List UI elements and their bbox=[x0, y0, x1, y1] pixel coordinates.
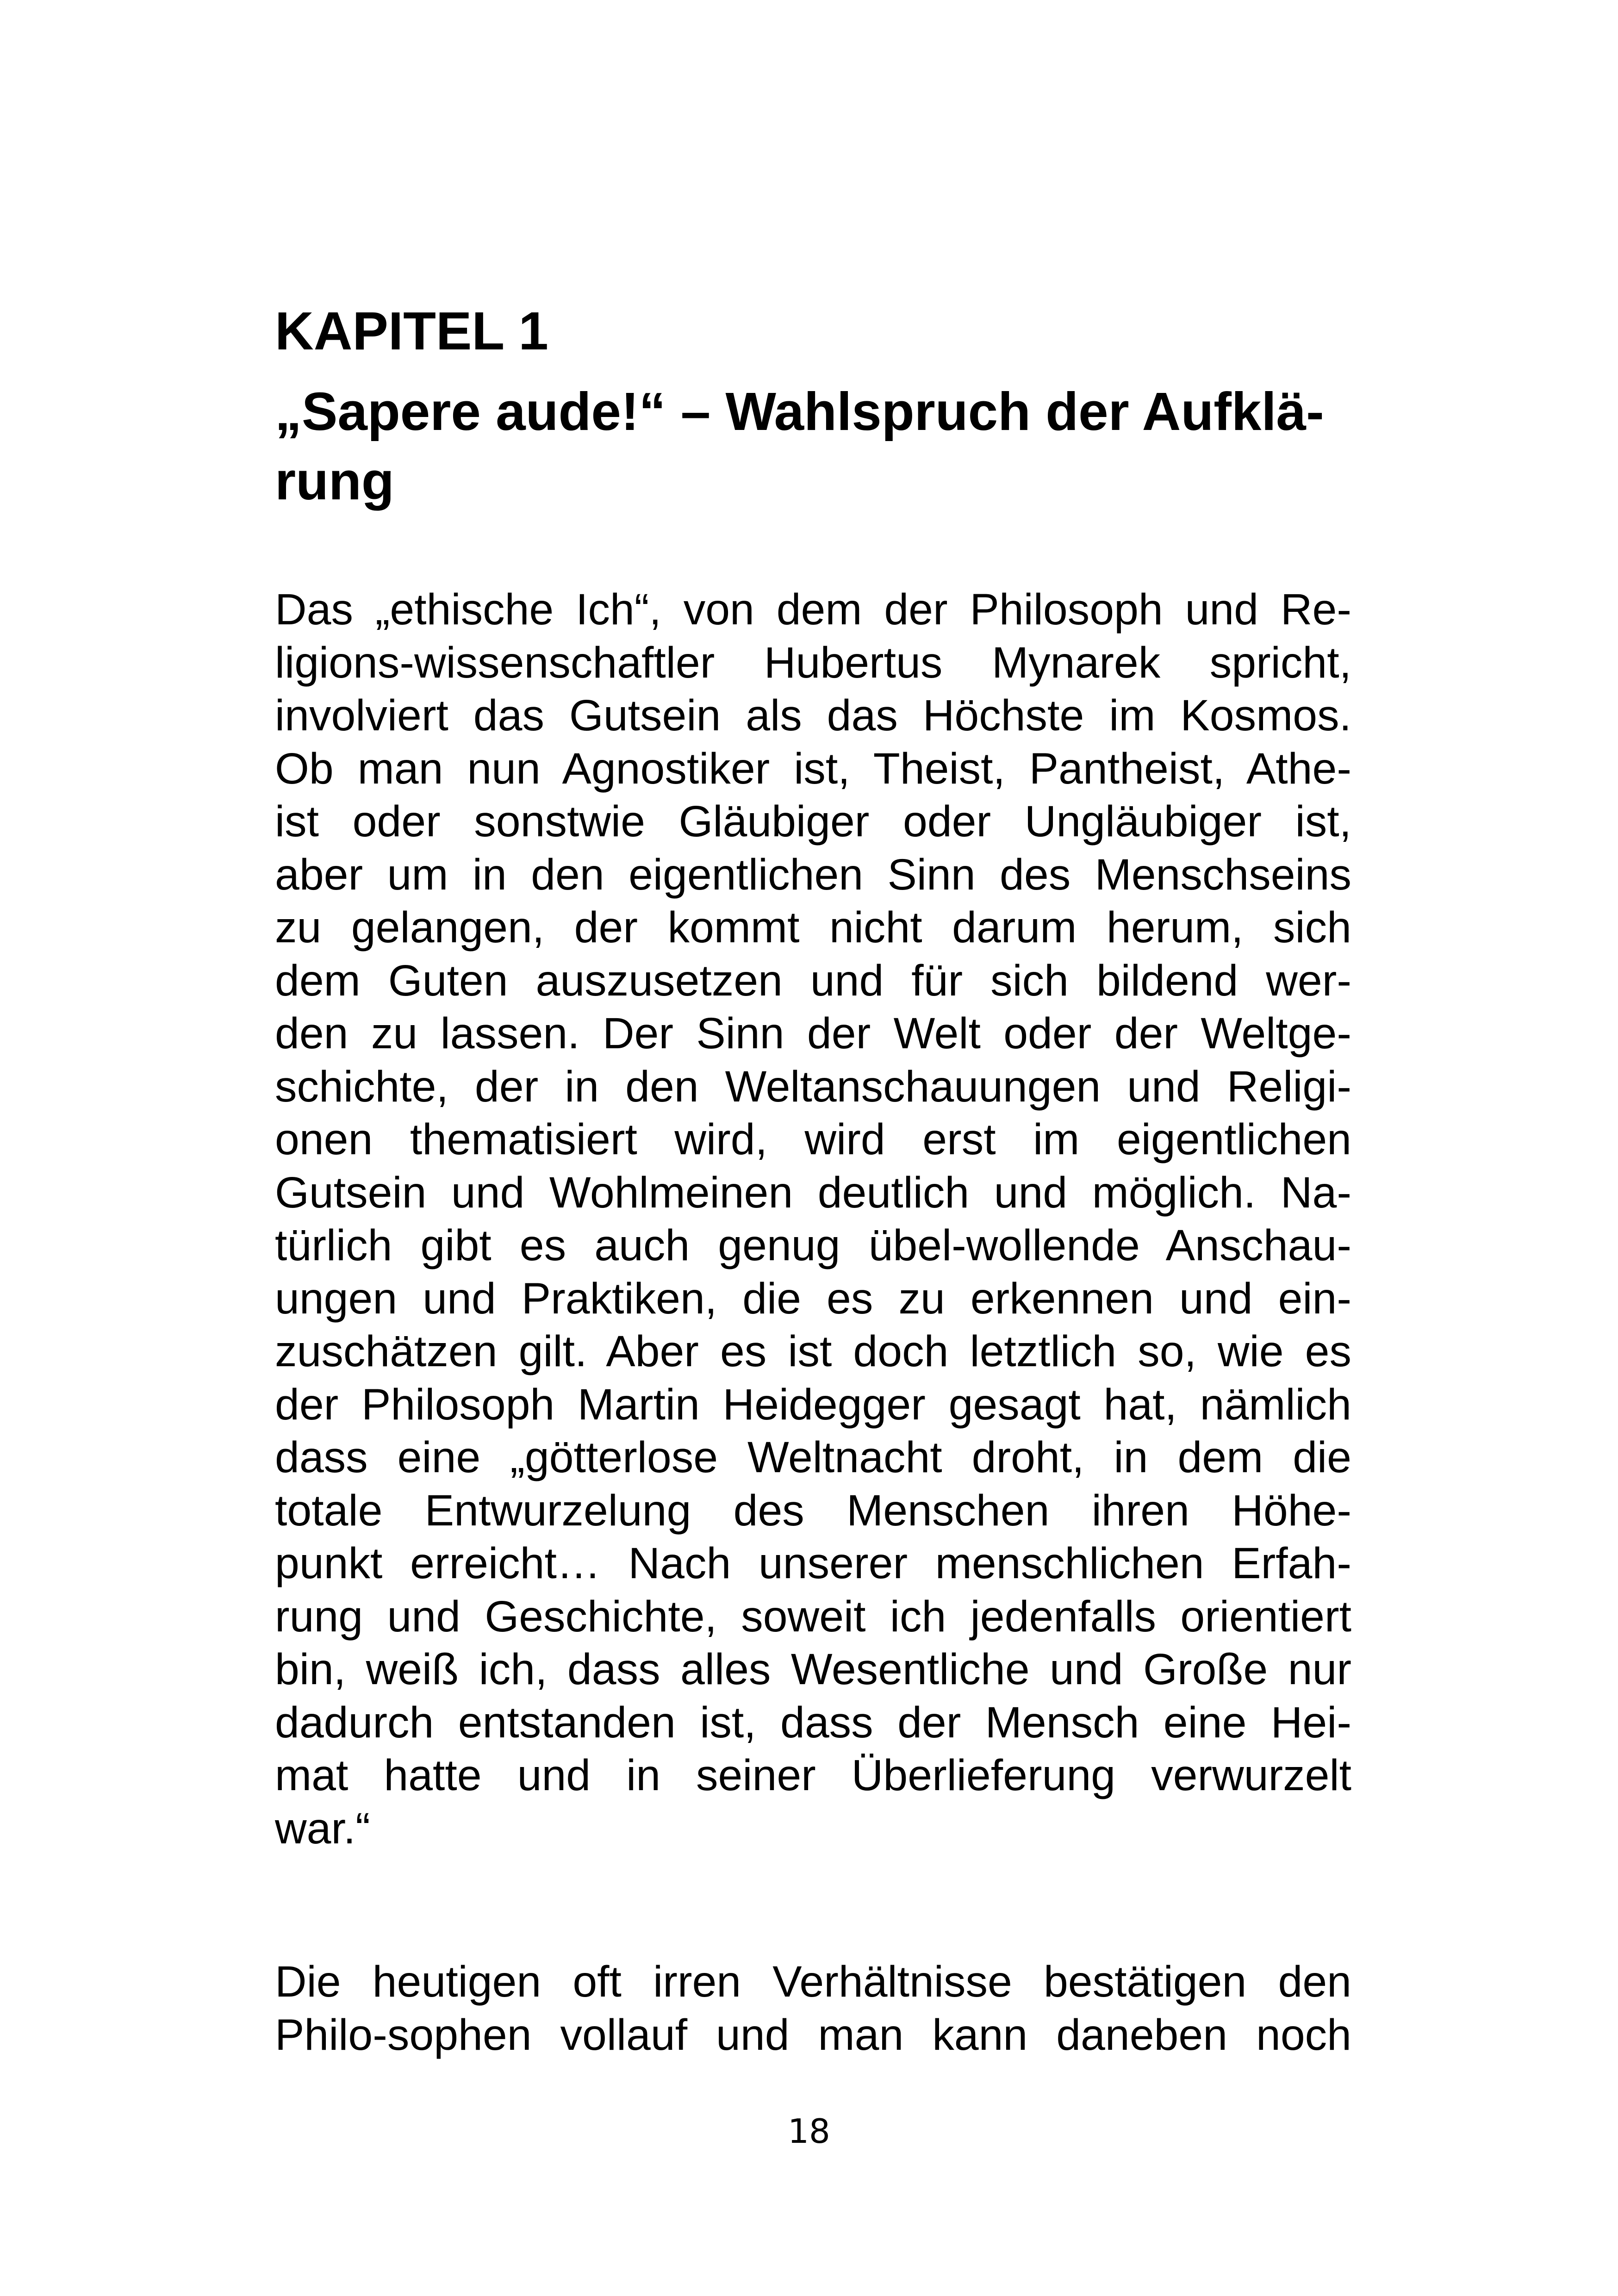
text-line: mat hatte und in seiner Überlieferung verwurzelt bbox=[275, 1751, 1351, 1800]
text-line: aber um in den eigentlichen Sinn des Menschseins bbox=[275, 850, 1351, 899]
page-number: 18 bbox=[788, 2112, 830, 2151]
text-line: der Philosoph Martin Heidegger gesagt hat, nämlich bbox=[275, 1380, 1351, 1429]
text-line: dass eine „götterlose Weltnacht droht, in dem die bbox=[275, 1433, 1351, 1482]
text-line: den zu lassen. Der Sinn der Welt oder der Weltge- bbox=[275, 1009, 1351, 1058]
text-line: war.“ bbox=[275, 1804, 370, 1853]
chapter-title-line: „Sapere aude!“ – Wahlspruch der Aufklä- bbox=[275, 381, 1324, 442]
text-line: punkt erreicht… Nach unserer menschlichen Erfah- bbox=[275, 1539, 1351, 1588]
text-line: Ob man nun Agnostiker ist, Theist, Pantheist, Athe- bbox=[275, 744, 1351, 793]
text-line: totale Entwurzelung des Menschen ihren Höhe- bbox=[275, 1486, 1351, 1535]
text-line: dem Guten auszusetzen und für sich bildend wer- bbox=[275, 956, 1351, 1005]
text-line: bin, weiß ich, dass alles Wesentliche und Große nur bbox=[275, 1645, 1351, 1694]
text-line: onen thematisiert wird, wird erst im eigentlichen bbox=[275, 1115, 1351, 1164]
text-line: ligions-wissenschaftler Hubertus Mynarek spricht, bbox=[275, 638, 1351, 687]
text-line: involviert das Gutsein als das Höchste im Kosmos. bbox=[275, 691, 1351, 740]
text-line: dadurch entstanden ist, dass der Mensch eine Hei- bbox=[275, 1698, 1351, 1747]
text-line: rung und Geschichte, soweit ich jedenfalls orientiert bbox=[275, 1592, 1351, 1641]
paragraph bbox=[275, 583, 1351, 1855]
text-line: Die heutigen oft irren Verhältnisse bestätigen den bbox=[275, 1957, 1351, 2006]
chapter-label: KAPITEL 1 bbox=[275, 301, 548, 361]
text-line: türlich gibt es auch genug übel-wollende Anschau- bbox=[275, 1221, 1351, 1270]
text-line: zuschätzen gilt. Aber es ist doch letztlich so, wie es bbox=[275, 1327, 1351, 1376]
text-line: schichte, der in den Weltanschauungen und Religi- bbox=[275, 1062, 1351, 1111]
text-line: Gutsein und Wohlmeinen deutlich und möglich. Na- bbox=[275, 1168, 1351, 1217]
chapter-title-line: rung bbox=[275, 451, 394, 511]
chapter-title bbox=[275, 377, 1358, 516]
text-line: zu gelangen, der kommt nicht darum herum, sich bbox=[275, 903, 1351, 952]
paragraph bbox=[275, 1955, 1351, 2061]
text-line: ist oder sonstwie Gläubiger oder Ungläubiger ist, bbox=[275, 797, 1351, 846]
text-line: Das „ethische Ich“, von dem der Philosoph und Re- bbox=[275, 585, 1351, 634]
text-line: ungen und Praktiken, die es zu erkennen und ein- bbox=[275, 1274, 1351, 1323]
text-line: Philo-sophen vollauf und man kann daneben noch bbox=[275, 2010, 1351, 2060]
